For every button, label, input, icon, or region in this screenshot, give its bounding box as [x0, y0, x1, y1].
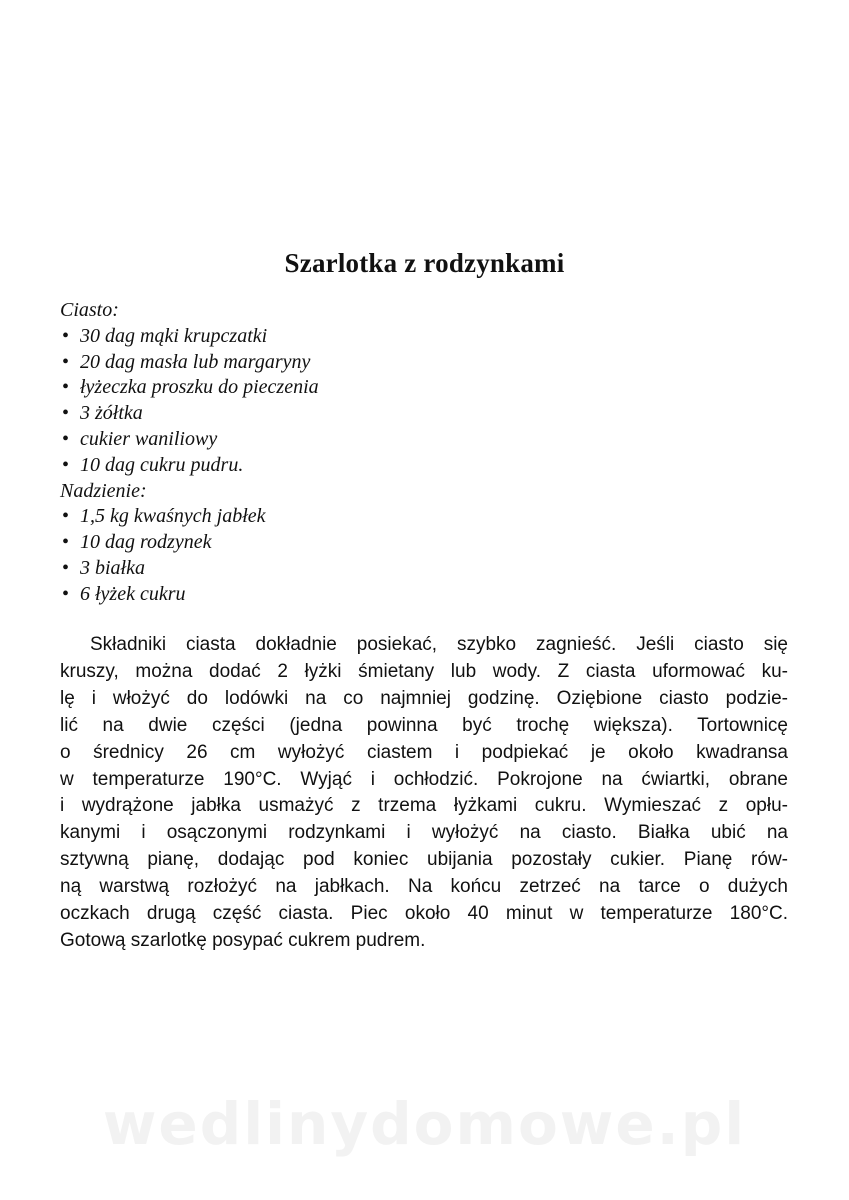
- filling-label: Nadzienie:: [60, 479, 147, 502]
- list-item: [60, 453, 760, 479]
- instruction-line: w temperaturze 190°C. Wyjąć i ochłodzić. Pokrojone na ćwiartki, obrane: [60, 768, 788, 790]
- instruction-line: Składniki ciasta dokładnie posiekać, szybko zagnieść. Jeśli ciasto się: [90, 634, 788, 655]
- ingredient-text: łyżeczka proszku do pieczenia: [80, 376, 319, 399]
- ingredient-text: cukier waniliowy: [80, 427, 218, 450]
- ingredient-text: 3 żółtka: [80, 402, 143, 425]
- ingredient-text: 10 dag cukru pudru.: [80, 453, 244, 476]
- list-item: [60, 427, 760, 453]
- instruction-line: lę i włożyć do lodówki na co najmniej godzinę. Oziębione ciasto podzie-: [60, 687, 788, 709]
- bullet-icon: •: [62, 376, 70, 399]
- instruction-line: ną warstwą rozłożyć na jabłkach. Na końcu zetrzeć na tarce o dużych: [60, 876, 788, 898]
- ingredient-text: 20 dag masła lub margaryny: [80, 350, 311, 373]
- site-watermark: wedlinydomowe.pl: [102, 1090, 747, 1158]
- list-item: [60, 375, 760, 401]
- instruction-line: lić na dwie części (jedna powinna być trochę większa). Tortownicę: [60, 714, 788, 736]
- bullet-icon: •: [62, 582, 70, 605]
- bullet-icon: •: [62, 505, 70, 528]
- instructions-paragraph: [60, 632, 788, 955]
- ingredient-text: 1,5 kg kwaśnych jabłek: [80, 505, 266, 528]
- instruction-line: Gotową szarlotkę posypać cukrem pudrem.: [60, 929, 426, 951]
- bullet-icon: •: [62, 556, 70, 579]
- ingredient-text: 30 dag mąki krupczatki: [80, 324, 268, 347]
- instruction-line: oczkach drugą część ciasta. Piec około 40 minut w temperaturze 180°C.: [60, 903, 788, 925]
- ingredients-section: [60, 298, 760, 608]
- page-title: Szarlotka z rodzynkami: [284, 248, 565, 278]
- list-item: [60, 324, 760, 350]
- list-item: [60, 530, 760, 556]
- instruction-line: kanymi i osączonymi rodzynkami i wyłożyć na ciasto. Białka ubić na: [60, 822, 788, 844]
- bullet-icon: •: [62, 427, 70, 450]
- instruction-line: i wydrążone jabłka usmażyć z trzema łyżkami cukru. Wymieszać z opłu-: [60, 795, 788, 817]
- list-item: [60, 401, 760, 427]
- list-item: [60, 350, 760, 376]
- dough-ingredient-list: [60, 324, 760, 479]
- ingredient-text: 10 dag rodzynek: [80, 531, 212, 554]
- instruction-line: o średnicy 26 cm wyłożyć ciastem i podpiekać je około kwadransa: [60, 741, 788, 763]
- list-item: [60, 582, 760, 608]
- ingredient-text: 6 łyżek cukru: [80, 582, 186, 605]
- bullet-icon: •: [62, 402, 70, 425]
- filling-ingredient-list: [60, 504, 760, 607]
- list-item: [60, 504, 760, 530]
- instruction-line: sztywną pianę, dodając pod koniec ubijania pozostały cukier. Pianę rów-: [60, 849, 788, 871]
- dough-label: Ciasto:: [60, 299, 119, 321]
- list-item: [60, 556, 760, 582]
- bullet-icon: •: [62, 531, 70, 554]
- bullet-icon: •: [62, 324, 70, 347]
- ingredient-text: 3 białka: [80, 556, 145, 579]
- bullet-icon: •: [62, 350, 70, 373]
- instruction-line: kruszy, można dodać 2 łyżki śmietany lub wody. Z ciasta uformować ku-: [60, 660, 788, 682]
- bullet-icon: •: [62, 453, 70, 476]
